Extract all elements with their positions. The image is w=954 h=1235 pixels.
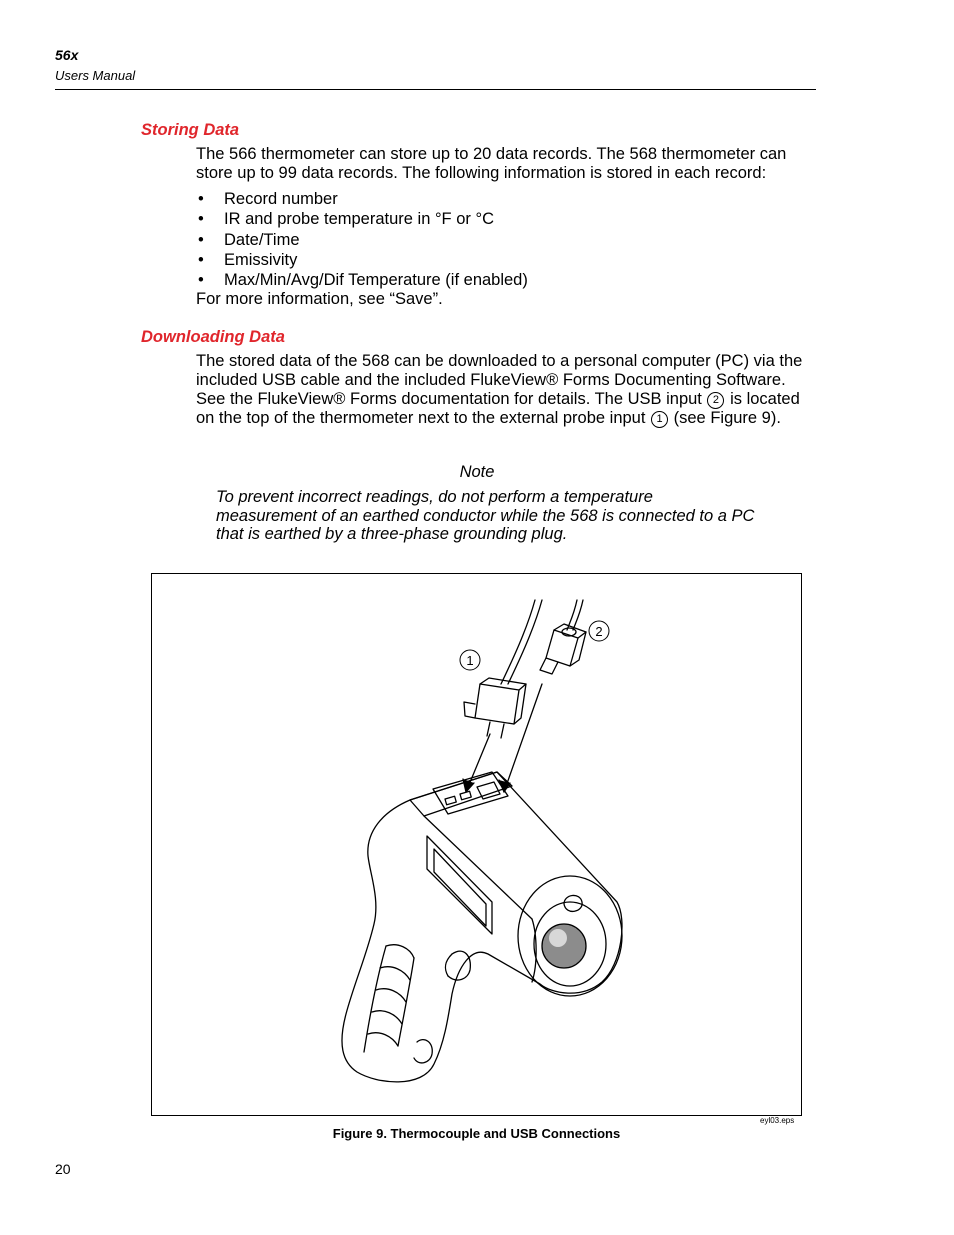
figure-frame [151, 573, 802, 1116]
storing-data-more-info: For more information, see “Save”. [196, 290, 443, 308]
manual-subtitle: Users Manual [55, 68, 136, 83]
thermometer-illustration [152, 574, 801, 1115]
downloading-data-heading: Downloading Data [141, 328, 285, 346]
page-number: 20 [55, 1161, 71, 1177]
header-rule [55, 89, 816, 90]
list-item [196, 270, 528, 290]
figure-file-label: eyl03.eps [760, 1116, 795, 1125]
thermometer-body [342, 772, 622, 1082]
callout-1 [460, 650, 480, 670]
list-item-text: Record number [224, 190, 338, 208]
callout-2-label: 2 [595, 624, 603, 639]
figure-caption: Figure 9. Thermocouple and USB Connections [332, 1126, 621, 1141]
storing-data-intro: The 566 thermometer can store up to 20 data records. The 568 thermometer can store up to 99 data records. The following information is stored in each record: [196, 145, 787, 182]
list-item-text: Max/Min/Avg/Dif Temperature (if enabled) [224, 271, 528, 290]
usb-cable [573, 600, 583, 630]
list-item [196, 209, 528, 229]
downloading-data-paragraph [196, 352, 816, 428]
record-contents-list [196, 189, 528, 290]
downloading-text-b: is located on the top of the thermometer next to the external probe input [196, 390, 800, 427]
lens-icon [542, 924, 586, 968]
bullet-icon: • [198, 271, 204, 290]
list-item [196, 189, 528, 209]
bullet-icon: • [198, 230, 204, 249]
thermocouple-connector [475, 684, 519, 724]
list-item [196, 230, 528, 250]
callout-1-label: 1 [466, 653, 474, 668]
note-title: Note [459, 463, 495, 481]
note-text: To prevent incorrect readings, do not perform a temperature measurement of an earthed conductor while the 568 is connected to a PC that is earthed by a three-phase grounding plug. [216, 488, 755, 543]
bullet-icon: • [198, 210, 204, 229]
downloading-text-c: (see Figure 9). [673, 409, 781, 427]
downloading-text-a: The stored data of the 568 can be downloaded to a personal computer (PC) via the included USB cable and the included FlukeView® Forms Documenting Software. See the FlukeView® Forms documentation for details. The USB input [196, 352, 803, 408]
callout-2 [589, 621, 609, 641]
list-item-text: Date/Time [224, 230, 300, 249]
bullet-icon: • [198, 190, 204, 208]
callout-usb-marker: 2 [707, 392, 724, 409]
bullet-icon: • [198, 250, 204, 269]
callout-probe-marker: 1 [651, 411, 668, 428]
thermocouple-cable [508, 600, 542, 684]
list-item-text: IR and probe temperature in °F or °C [224, 210, 494, 229]
list-item-text: Emissivity [224, 250, 298, 269]
list-item [196, 250, 528, 270]
grip-ridges [386, 945, 414, 958]
manual-model: 56x [55, 47, 79, 63]
storing-data-heading: Storing Data [141, 121, 240, 139]
